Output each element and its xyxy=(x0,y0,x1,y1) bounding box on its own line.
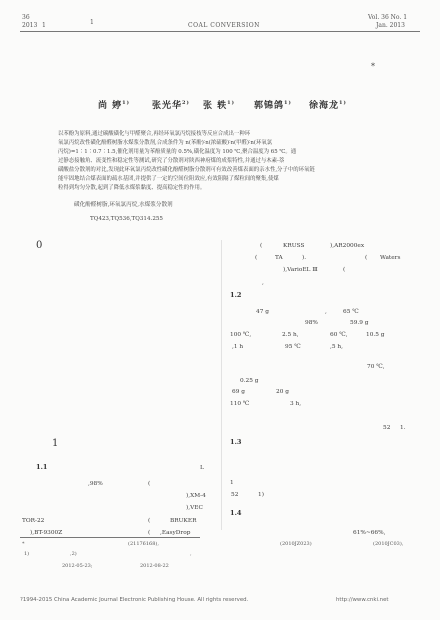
body-text-fragment: 65 ℃ xyxy=(343,309,359,315)
body-text-fragment: ( xyxy=(365,255,368,261)
body-text-fragment: KRUSS xyxy=(283,243,305,249)
abstract-line: 丙烷)=1∶1∶0.7∶1.5,催化剂用量为苯酚质量的 0.5%,磺化温度为 100 ℃,聚合温度为 65 ℃。通 xyxy=(58,149,297,155)
footnote-fragment: ,2) xyxy=(70,551,77,557)
section-1-4-heading: 1.4 xyxy=(230,509,242,517)
body-text-fragment: BRUKER xyxy=(170,518,197,524)
body-text-fragment: ( xyxy=(255,255,258,261)
body-text-fragment: 47 g xyxy=(256,309,269,315)
body-text-fragment: ),VEC xyxy=(186,505,203,511)
body-text-fragment: 1 xyxy=(230,480,234,486)
author-5: 徐海龙$^{1)}$ xyxy=(309,100,347,111)
body-text-fragment: 69 g xyxy=(232,389,245,395)
author-1: 尚 婷$^{1)}$ xyxy=(98,100,130,111)
copyright-footer: ?1994-2015 China Academic Journal Electronic Publishing House. All rights reserved. xyxy=(20,597,249,603)
body-text-fragment: L xyxy=(200,465,204,471)
header-volume: Vol. 36 No. 1 xyxy=(368,14,408,21)
body-text-fragment: ( xyxy=(148,530,151,536)
body-text-fragment: 0.25 g xyxy=(240,378,259,384)
classification-number: TQ423,TQ536,TQ314.255 xyxy=(90,216,163,222)
footnote-fragment: (21176168), xyxy=(128,541,159,547)
body-text-fragment: ( xyxy=(260,243,263,249)
author-3: 张 轶$^{1)}$ xyxy=(203,100,235,111)
section-1-2-heading: 1.2 xyxy=(230,291,242,299)
body-text-fragment: 2.5 h, xyxy=(282,332,299,338)
abstract-line: 粒得到均匀分散,起到了降低水煤浆黏度、提高稳定性的作用。 xyxy=(58,185,206,191)
body-text-fragment: 100 ℃, xyxy=(230,332,252,338)
footnote-fragment: 2012-05-23; xyxy=(62,563,93,569)
body-text-fragment: ),BT-9300Z xyxy=(30,530,63,536)
section-1-1-heading: 1.1 xyxy=(36,463,48,471)
author-2: 张光华$^{2)}$ xyxy=(152,100,190,111)
body-text-fragment: 59.9 g xyxy=(350,320,369,326)
body-text-fragment: 110 ℃ xyxy=(230,401,250,407)
abstract-line: 过静态接触角、流变性和稳定性等测试,研究了分散剂对陕西神府煤的成浆特性,并通过与木素-萘 xyxy=(58,158,285,164)
body-text-fragment: ),XM-4 xyxy=(186,493,206,499)
body-text-fragment: ( xyxy=(343,267,346,273)
footer-url[interactable]: http://www.cnki.net xyxy=(336,597,389,603)
footnote-fragment: (2010JZ023) xyxy=(280,541,312,547)
body-text-fragment: ). xyxy=(302,255,307,261)
body-text-fragment: ,1 h xyxy=(232,344,244,350)
body-text-fragment: 10.5 g xyxy=(366,332,385,338)
body-text-fragment: 70 ℃, xyxy=(367,364,385,370)
body-text-fragment: TOR-22 xyxy=(22,518,45,524)
abstract-line: 能牢固地结合煤表面的疏水基团,并提供了一定的空间位阻效应,有效阻隔了煤粒间的聚集,使煤 xyxy=(58,176,279,182)
body-text-fragment: 52 xyxy=(231,492,239,498)
footnote-fragment: * xyxy=(22,541,25,547)
body-text-fragment: , xyxy=(262,280,264,286)
section-1-heading: 1 xyxy=(52,438,59,449)
body-text-fragment: 60 ℃, xyxy=(330,332,348,338)
body-text-fragment: 3 h, xyxy=(290,401,302,407)
header-left-issue: 1 xyxy=(90,19,94,26)
section-0-heading: 0 xyxy=(36,240,43,251)
section-1-3-heading: 1.3 xyxy=(230,438,242,446)
body-text-fragment: ),VarioEL Ⅲ xyxy=(283,267,318,273)
body-text-fragment: Waters xyxy=(380,255,401,261)
header-left-year: 2013 xyxy=(22,22,38,29)
body-text-fragment: 1) xyxy=(258,492,264,498)
abstract-line: 以苯酚为原料,通过碳酸磺化与甲醛聚合,再经环氧氯丙烷接枝等反应合成出一种环 xyxy=(58,131,251,137)
body-text-fragment: ,EasyDrop xyxy=(160,530,191,536)
header-left-page: 1 xyxy=(42,22,46,29)
header-date: Jan. 2013 xyxy=(376,22,405,29)
footnote-fragment: 1) xyxy=(24,551,30,557)
body-text-fragment: ,5 h, xyxy=(330,344,343,350)
author-4: 郭锦鸽$^{1)}$ xyxy=(254,100,292,111)
footnote-fragment: (2010JC03), xyxy=(373,541,404,547)
body-text-fragment: ( xyxy=(148,518,151,524)
body-text-fragment: ( xyxy=(148,481,151,487)
keywords: 磺化酚醛树脂,环氧氯丙烷,水煤浆分散剂 xyxy=(74,202,173,208)
body-text-fragment: ,98% xyxy=(88,481,103,487)
body-text-fragment: 20 g xyxy=(276,389,289,395)
footnote-fragment: 2012-08-22 xyxy=(140,563,169,569)
body-text-fragment: TA xyxy=(275,255,283,261)
footnote-rule xyxy=(20,537,200,538)
abstract-line: 氧氯丙烷改性磺化酚醛树脂水煤浆分散剂,合成条件为 n(苯酚)∶n(浓硫酸)∶n(甲醛)∶n(环氧氯 xyxy=(58,140,273,146)
body-text-fragment: 95 ℃ xyxy=(285,344,301,350)
title-footnote-mark: * xyxy=(371,62,375,71)
body-text-fragment: ),AR2000ex xyxy=(330,243,365,249)
body-text-fragment: , xyxy=(325,309,327,315)
body-text-fragment: 1. xyxy=(400,425,406,431)
column-divider xyxy=(221,240,222,530)
abstract xyxy=(58,130,388,193)
header-left-num: 36 xyxy=(22,14,30,21)
body-text-fragment: 98% xyxy=(305,320,318,326)
header-rule xyxy=(20,31,420,32)
body-text-fragment: 61%~66%, xyxy=(353,530,386,536)
header-journal: COAL CONVERSION xyxy=(188,22,260,29)
abstract-line: 磺酸盐分散剂的对比,发现此环氧氯丙烷改性磺化酚醛树脂分散剂可有效改善煤表面的亲水性,分子中的环氧链 xyxy=(58,167,315,173)
footnote-fragment: , xyxy=(190,551,192,557)
body-text-fragment: 52 xyxy=(383,425,391,431)
